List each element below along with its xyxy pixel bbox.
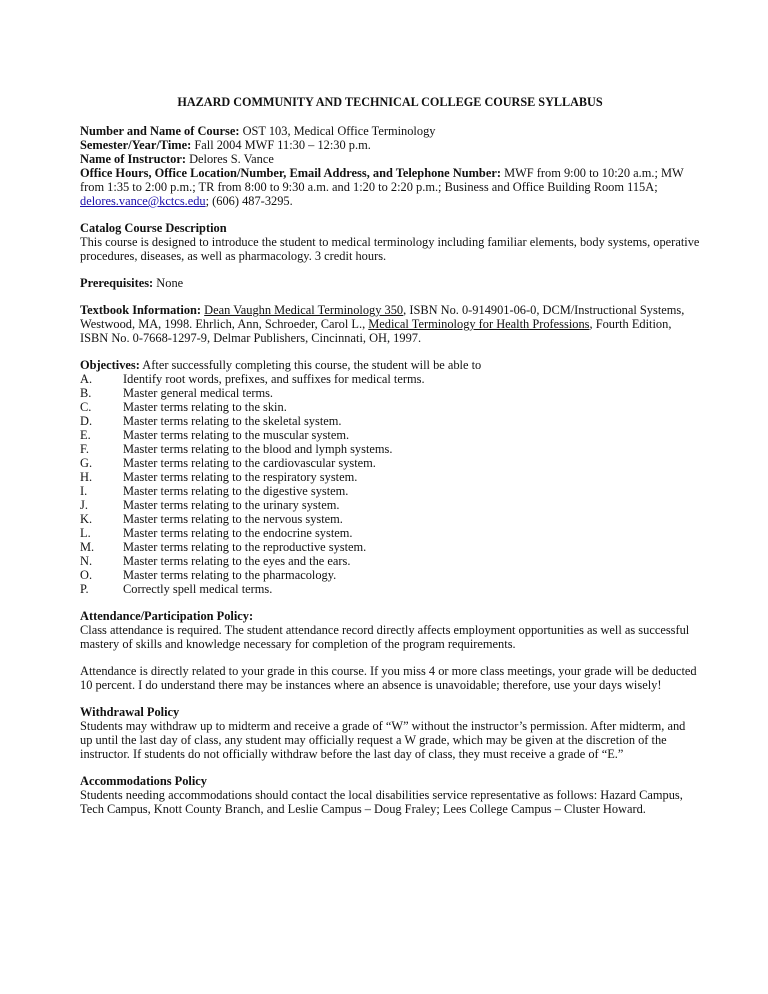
objectives-label: Objectives: — [80, 358, 140, 372]
course-line — [80, 124, 700, 138]
prerequisites-value: None — [156, 276, 184, 290]
attendance-paragraph-1: Class attendance is required. The student attendance record directly affects employment opportunities as well as successful mastery of skills and knowledge necessary for completion of the program requirements. — [80, 623, 690, 651]
objective-letter: P. — [80, 582, 89, 596]
objective-letter: M. — [80, 540, 95, 554]
document-title: HAZARD COMMUNITY AND TECHNICAL COLLEGE COURSE SYLLABUS — [177, 95, 603, 109]
objective-letter: A. — [80, 372, 93, 386]
objective-item — [80, 372, 700, 386]
office-phone: ; (606) 487-3295. — [205, 194, 293, 208]
accommodations-text: Students needing accommodations should contact the local disabilities service representative as follows: Hazard Campus, Tech Campus, Knott County Branch, and Leslie Campus – Doug Fraley; Lees College Campus – Cluster Howard. — [80, 788, 683, 816]
objective-text: Master terms relating to the skeletal system. — [123, 414, 342, 428]
textbook-section — [80, 303, 700, 345]
instructor-label: Name of Instructor: — [80, 152, 186, 166]
office-label: Office Hours, Office Location/Number, Email Address, and Telephone Number: — [80, 166, 501, 180]
objective-letter: D. — [80, 414, 93, 428]
objective-letter: N. — [80, 554, 93, 568]
objective-item — [80, 512, 700, 526]
office-value: MWF from 9:00 to 10:20 a.m.; MW from 1:35 to 2:00 p.m.; TR from 8:00 to 9:30 a.m. and 1:20 to 2:20 p.m.; Business and Office Building Room 115A; — [80, 166, 684, 194]
objective-letter: F. — [80, 442, 89, 456]
objective-item — [80, 540, 700, 554]
objective-text: Master terms relating to the urinary system. — [123, 498, 340, 512]
objective-text: Master terms relating to the reproductive system. — [123, 540, 367, 554]
instructor-email-link[interactable]: delores.vance@kctcs.edu — [80, 194, 206, 208]
objective-text: Master terms relating to the nervous system. — [123, 512, 343, 526]
semester-value: Fall 2004 MWF 11:30 – 12:30 p.m. — [194, 138, 371, 152]
prerequisites-label: Prerequisites: — [80, 276, 154, 290]
syllabus-page — [80, 95, 700, 816]
objective-letter: H. — [80, 470, 93, 484]
catalog-heading: Catalog Course Description — [80, 221, 227, 235]
objective-item — [80, 400, 700, 414]
instructor-line — [80, 152, 700, 166]
withdrawal-section — [80, 705, 700, 761]
objective-letter: O. — [80, 568, 93, 582]
course-info-block — [80, 124, 700, 208]
objective-text: Master terms relating to the cardiovascular system. — [123, 456, 376, 470]
textbook-1-title: Dean Vaughn Medical Terminology 350 — [204, 303, 404, 317]
objective-item — [80, 568, 700, 582]
objective-letter: B. — [80, 386, 92, 400]
objective-letter: K. — [80, 512, 93, 526]
objective-item — [80, 498, 700, 512]
objective-item — [80, 484, 700, 498]
objective-item — [80, 526, 700, 540]
objective-text: Master terms relating to the blood and lymph systems. — [123, 442, 393, 456]
objective-item — [80, 414, 700, 428]
attendance-heading: Attendance/Participation Policy: — [80, 609, 254, 623]
attendance-section — [80, 609, 700, 692]
objective-text: Master terms relating to the endocrine system. — [123, 526, 353, 540]
objective-item — [80, 428, 700, 442]
objectives-list — [80, 372, 700, 596]
objective-text: Master terms relating to the pharmacology. — [123, 568, 337, 582]
objective-text: Master terms relating to the eyes and the ears. — [123, 554, 351, 568]
objective-letter: E. — [80, 428, 91, 442]
withdrawal-heading: Withdrawal Policy — [80, 705, 180, 719]
objective-text: Master terms relating to the digestive system. — [123, 484, 349, 498]
prerequisites-section — [80, 276, 700, 290]
objective-letter: C. — [80, 400, 92, 414]
textbook-2-title: Medical Terminology for Health Professions — [368, 317, 590, 331]
objective-text: Master terms relating to the muscular system. — [123, 428, 350, 442]
objective-item — [80, 386, 700, 400]
objective-text: Correctly spell medical terms. — [123, 582, 273, 596]
objective-letter: I. — [80, 484, 88, 498]
attendance-paragraph-2: Attendance is directly related to your grade in this course. If you miss 4 or more class meetings, your grade will be deducted 10 percent. I do understand there may be instances where an absence is unavoidable; therefore, use your days wisely! — [80, 664, 697, 692]
objective-letter: L. — [80, 526, 91, 540]
withdrawal-text: Students may withdraw up to midterm and receive a grade of “W” without the instructor’s permission. After midterm, and up until the last day of class, any student may officially request a W grade, which may be given at the discretion of the instructor. If students do not officially withdraw before the last day of class, they must receive a grade of “E.” — [80, 719, 686, 761]
course-label: Number and Name of Course: — [80, 124, 240, 138]
accommodations-section — [80, 774, 700, 816]
objective-letter: J. — [80, 498, 88, 512]
semester-line — [80, 138, 700, 152]
semester-label: Semester/Year/Time: — [80, 138, 192, 152]
objective-text: Master terms relating to the respiratory system. — [123, 470, 358, 484]
office-line — [80, 166, 700, 208]
catalog-text: This course is designed to introduce the student to medical terminology including familiar elements, body systems, operative procedures, diseases, as well as pharmacology. 3 credit hours. — [80, 235, 700, 263]
textbook-1-details: , ISBN No. 0-914901-06-0, DCM/Instructional Systems, Westwood, MA, 1998. Ehrlich, Ann, Schroeder, Carol L., — [80, 303, 685, 331]
accommodations-heading: Accommodations Policy — [80, 774, 207, 788]
objective-text: Master general medical terms. — [123, 386, 274, 400]
objective-item — [80, 554, 700, 568]
objective-item — [80, 582, 700, 596]
catalog-section — [80, 221, 700, 263]
course-value: OST 103, Medical Office Terminology — [242, 124, 436, 138]
objectives-intro: After successfully completing this course, the student will be able to — [142, 358, 482, 372]
objective-text: Master terms relating to the skin. — [123, 400, 287, 414]
objective-item — [80, 456, 700, 470]
objectives-section — [80, 358, 700, 596]
objective-item — [80, 442, 700, 456]
objective-letter: G. — [80, 456, 93, 470]
instructor-value: Delores S. Vance — [189, 152, 274, 166]
objective-item — [80, 470, 700, 484]
textbook-2-details: , Fourth Edition, ISBN No. 0-7668-1297-9, Delmar Publishers, Cincinnati, OH, 1997. — [80, 317, 672, 345]
textbook-label: Textbook Information: — [80, 303, 202, 317]
objective-text: Identify root words, prefixes, and suffixes for medical terms. — [123, 372, 425, 386]
